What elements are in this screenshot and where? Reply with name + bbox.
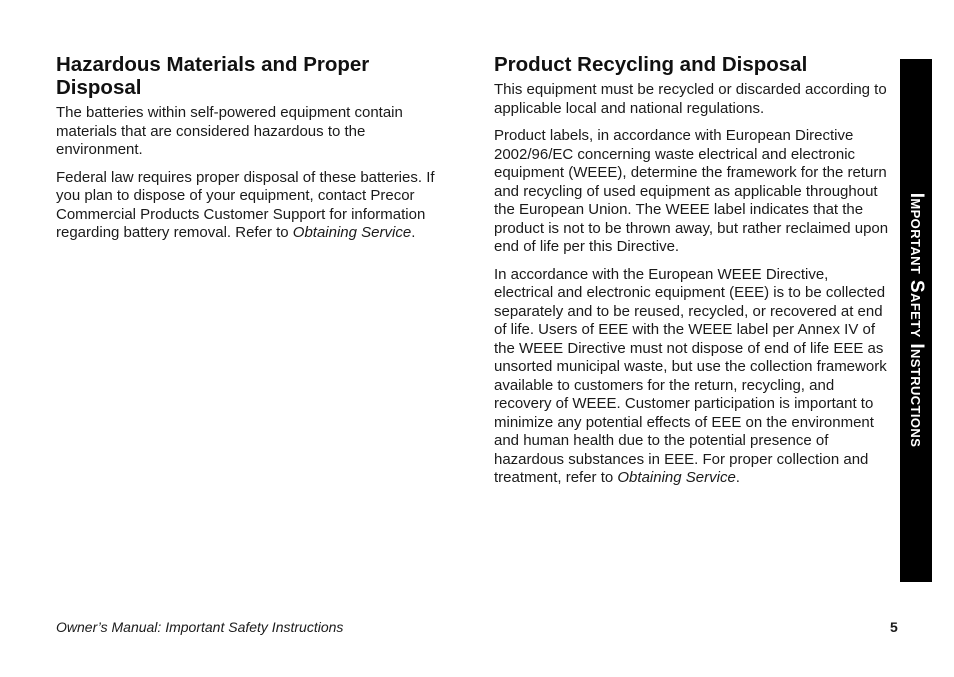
obtaining-service-reference: Obtaining Service [292,224,412,241]
obtaining-service-reference: Obtaining Service [617,469,736,486]
hazardous-materials-section [56,53,451,252]
section-heading [56,53,451,99]
section-heading: Product Recycling and Disposal [494,53,808,76]
paragraph-end: . [411,224,416,241]
paragraph-end: . [735,469,740,486]
heading-line-1: Hazardous Materials and Proper [56,53,370,76]
paragraph-text: In accordance with the European WEEE Directive, electrical and electronic equipment (EEE) is to be collected separately and to be reused, recycled, or recovered at end of life. Users of EEE with the WEEE label per Annex IV of the WEEE Directive must not dispose of end of life EEE as unsorted municipal waste, but use the collection framework available to customers for the return, recycling, and recovery of WEEE. Customer participation is important to minimize any potential effects of EEE on the environment and human health due to the potential presence of hazardous substances in EEE. For proper collection and treatment, refer to [494,265,887,486]
footer-title: Owner’s Manual: Important Safety Instructions [56,619,344,635]
chapter-side-tab-label: Important Safety Instructions [906,192,927,448]
product-recycling-section [494,53,890,497]
page-number: 5 [890,619,898,635]
paragraph: Product labels, in accordance with European Directive 2002/96/EC concerning waste electrical and electronic equipment (WEEE), determine the framework for the return and recycling of used equipment as applicable throughout the European Union. The WEEE label indicates that the product is not to be thrown away, but rather reclaimed upon end of life per this Directive. [494,127,889,255]
paragraph [56,169,451,243]
chapter-side-tab [900,59,932,582]
heading-line-2: Disposal [56,76,142,99]
paragraph: This equipment must be recycled or discarded according to applicable local and national regulations. [494,81,887,117]
paragraph-text: Federal law requires proper disposal of these batteries. If you plan to dispose of your equipment, contact Precor Commercial Products Customer Support for information regarding battery removal. Refer to [56,168,435,241]
paragraph [494,266,890,488]
paragraph: The batteries within self-powered equipment contain materials that are considered hazardous to the environment. [56,104,403,158]
